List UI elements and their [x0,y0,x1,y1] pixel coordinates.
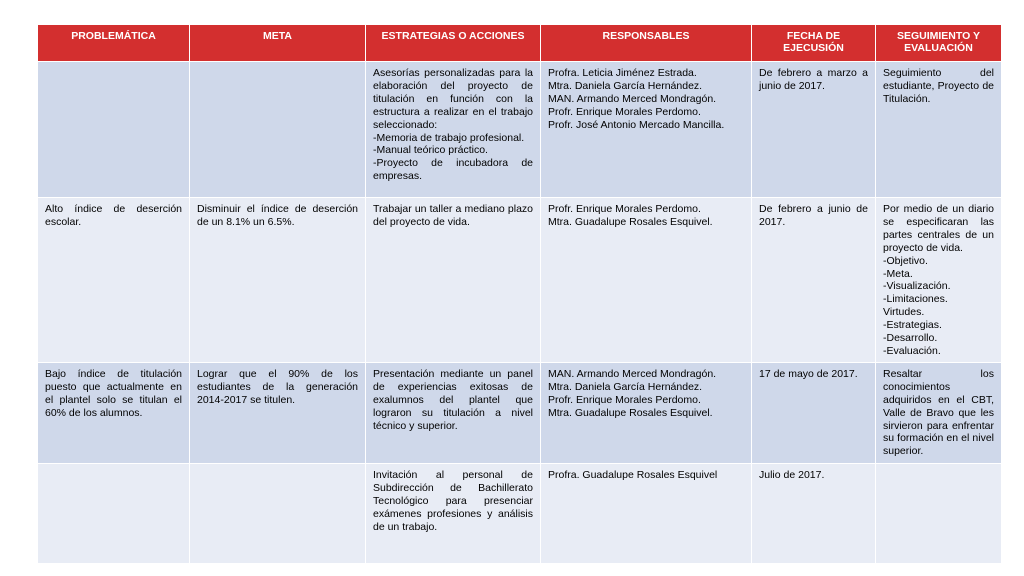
table-row [38,198,1002,363]
header-seguimiento: SEGUIMIENTO Y EVALUACIÓN [876,25,1002,62]
seguimiento-line: -Limitaciones. [883,293,948,306]
header-responsables: RESPONSABLES [541,25,752,62]
responsable-line: Profr. Enrique Morales Perdomo. [548,393,701,406]
responsable-line: MAN. Armando Merced Mondragón. [548,367,717,380]
estrategia-line: Presentación mediante un panel de experiencias exitosas de exalumnos del plantel que lograron su titulación a nivel técnico y superior. [373,367,533,432]
estrategia-line: Invitación al personal de Subdirección de Bachillerato Tecnológico para presenciar exámenes profesiones y análisis de un trabajo. [373,468,533,533]
header-meta: META [190,25,366,62]
responsable-line: MAN. Armando Merced Mondragón. [548,92,717,105]
responsable-line: Profr. José Antonio Mercado Mancilla. [548,118,725,131]
estrategia-line: -Memoria de trabajo profesional. [373,131,525,144]
responsable-line: Profr. Enrique Morales Perdomo. [548,105,701,118]
cell-seguimiento [876,198,1002,363]
estrategia-line: Trabajar un taller a mediano plazo del proyecto de vida. [373,203,533,228]
cell-seguimiento [876,62,1002,198]
responsable-line: Profra. Guadalupe Rosales Esquivel [548,468,718,481]
responsable-line: Mtra. Guadalupe Rosales Esquivel. [548,406,713,419]
estrategia-line: Asesorías personalizadas para la elaboración del proyecto de titulación en función con la estructura a realizar en el trabajo seleccionado: [373,67,533,131]
cell-fecha: 17 de mayo de 2017. [752,362,876,463]
cell-estrategias [366,198,541,363]
cell-estrategias [366,463,541,563]
responsable-line: Profr. Enrique Morales Perdomo. [548,203,701,215]
cell-meta: Disminuir el índice de deserción de un 8.1% un 6.5%. [190,198,366,363]
cell-meta [190,463,366,563]
seguimiento-line: -Objetivo. [883,254,928,267]
cell-fecha: Julio de 2017. [752,463,876,563]
seguimiento-line: Por medio de un diario se especificaran las partes centrales de un proyecto de vida. [883,203,994,254]
seguimiento-line: -Evaluación. [883,344,941,357]
responsable-line: Profra. Leticia Jiménez Estrada. [548,67,697,79]
action-plan-table [37,24,1002,564]
table-row [38,62,1002,198]
cell-meta [190,62,366,198]
cell-meta: Lograr que el 90% de los estudiantes de la generación 2014-2017 se titulen. [190,362,366,463]
table-row [38,463,1002,563]
estrategia-line: -Proyecto de incubadora de empresas. [373,157,533,183]
header-problematica: PROBLEMÁTICA [38,25,190,62]
cell-responsables [541,62,752,198]
seguimiento-line: -Estrategias. [883,319,942,332]
header-fecha: FECHA DE EJECUSIÓN [752,25,876,62]
responsable-line: Mtra. Guadalupe Rosales Esquivel. [548,215,713,228]
responsable-line: Mtra. Daniela García Hernández. [548,380,703,393]
seguimiento-line: -Visualización. [883,280,951,293]
seguimiento-line: -Meta. [883,267,913,280]
cell-responsables [541,198,752,363]
table-row [38,362,1002,463]
seguimiento-line: Virtudes. [883,306,925,319]
cell-fecha: De febrero a marzo a junio de 2017. [752,62,876,198]
cell-responsables [541,362,752,463]
table-header-row [38,25,1002,62]
estrategia-line: -Manual teórico práctico. [373,144,488,157]
cell-problematica [38,463,190,563]
cell-estrategias [366,62,541,198]
cell-seguimiento [876,362,1002,463]
cell-problematica: Bajo índice de titulación puesto que actualmente en el plantel solo se titulan el 60% de los alumnos. [38,362,190,463]
cell-problematica [38,62,190,198]
responsable-line: Mtra. Daniela García Hernández. [548,79,703,92]
cell-estrategias [366,362,541,463]
cell-responsables [541,463,752,563]
header-estrategias: ESTRATEGIAS O ACCIONES [366,25,541,62]
cell-problematica: Alto índice de deserción escolar. [38,198,190,363]
seguimiento-line: Seguimiento del estudiante, Proyecto de Titulación. [883,67,994,105]
seguimiento-line: -Desarrollo. [883,332,938,345]
cell-fecha: De febrero a junio de 2017. [752,198,876,363]
cell-seguimiento [876,463,1002,563]
seguimiento-line: Resaltar los conocimientos adquiridos en el CBT, Valle de Bravo que les sirvieron para enfrentar su formación en el nivel superior. [883,367,994,458]
